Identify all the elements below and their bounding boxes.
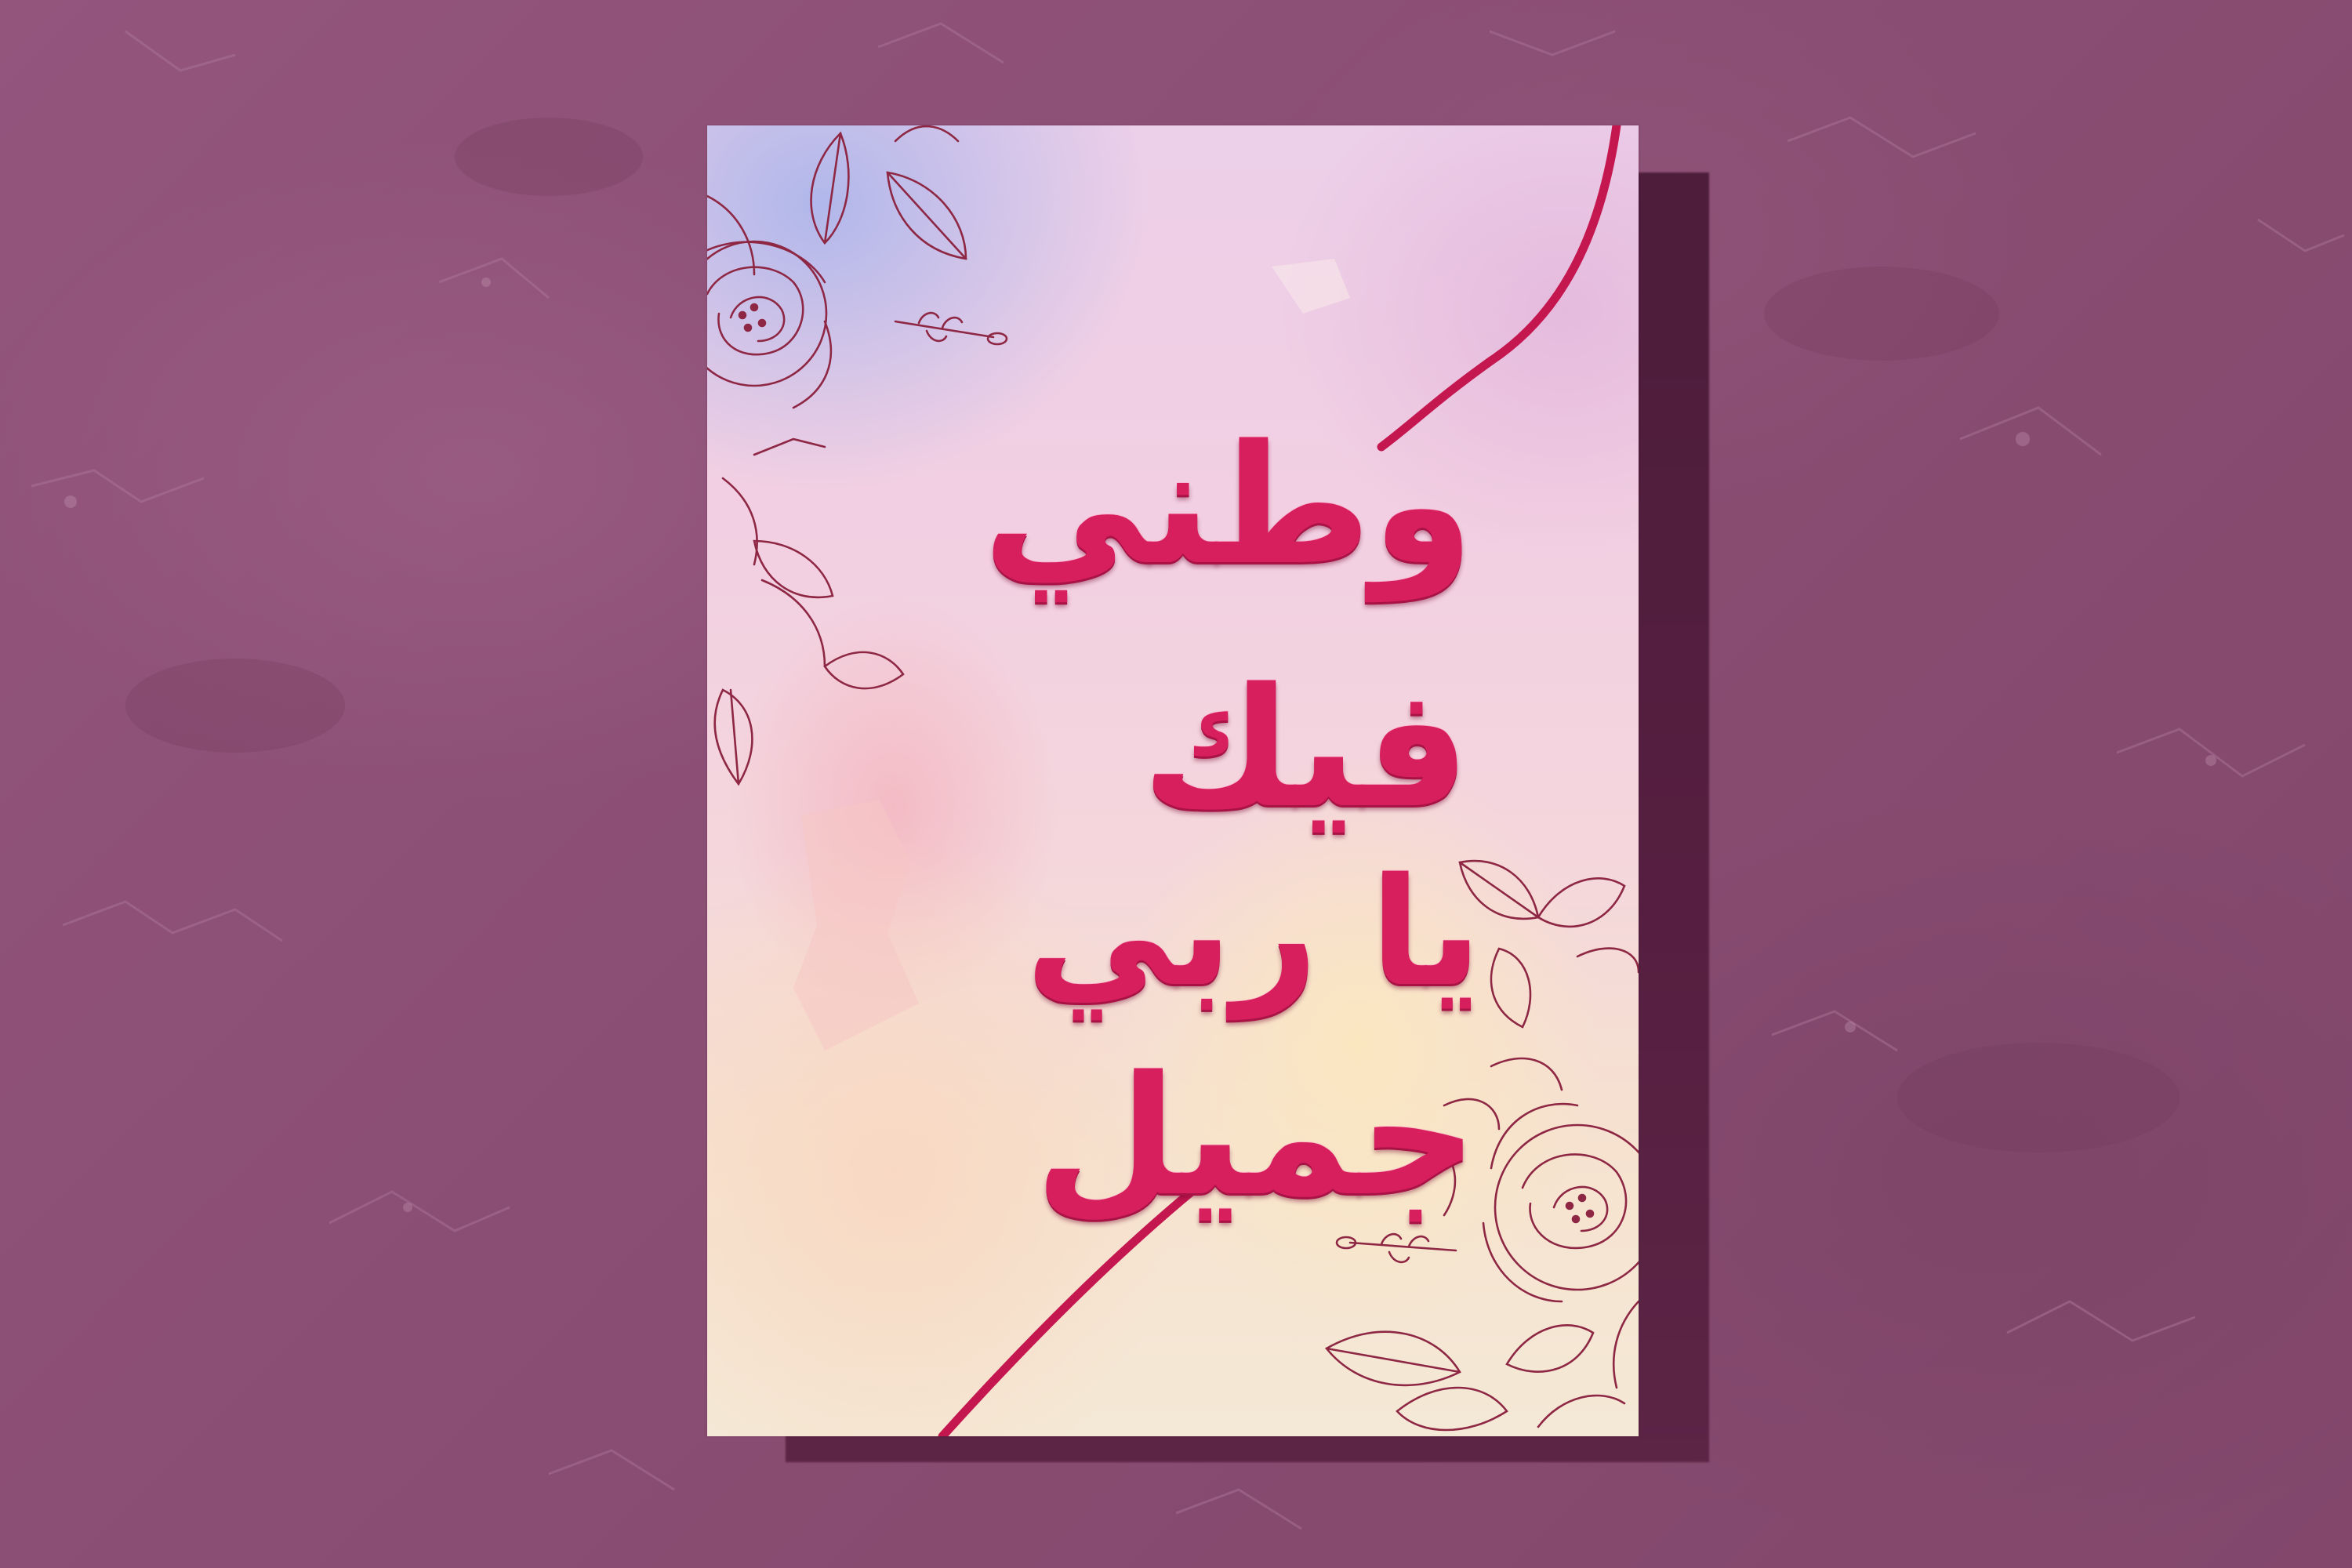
rose-icon: [1483, 1104, 1639, 1301]
poster: [707, 125, 1639, 1436]
leaf-icon: [707, 126, 966, 784]
sprig-icon: [895, 313, 1007, 344]
calligraphy-line-3: يا ربي: [1025, 846, 1482, 1019]
torn-paper-patch: [793, 800, 919, 1051]
sprig-icon: [1337, 1234, 1456, 1262]
torn-paper-patch: [1272, 259, 1350, 314]
calligraphy-swash-stroke: [1381, 125, 1617, 447]
calligraphy-line-2: فيك: [1142, 652, 1470, 844]
rose-icon: [707, 241, 831, 408]
calligraphy-line-4: جميل: [1034, 1040, 1478, 1232]
calligraphy-line-1: وطني: [982, 409, 1474, 601]
